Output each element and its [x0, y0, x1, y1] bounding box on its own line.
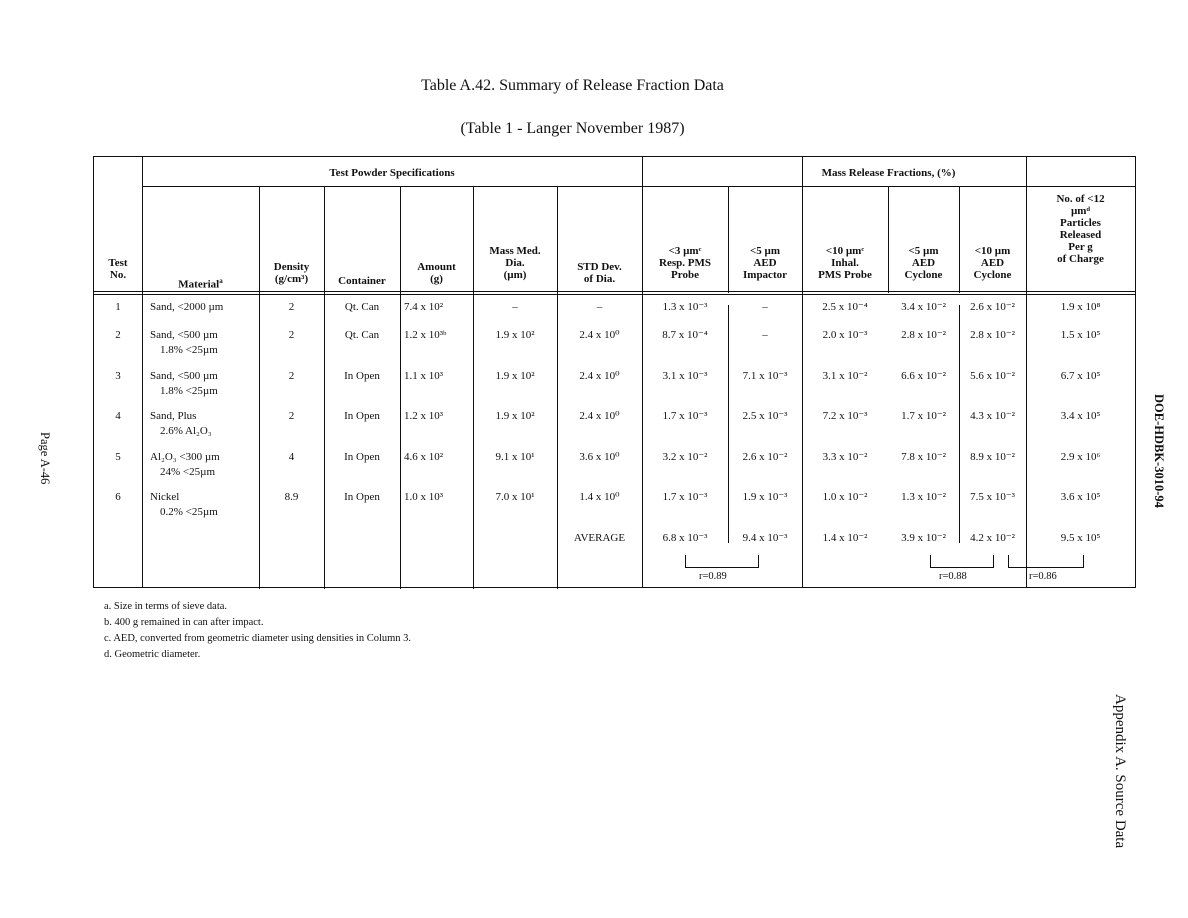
cell-no: 4	[115, 410, 121, 422]
average-imp5: 9.4 x 10⁻³	[742, 532, 788, 544]
footnotes	[104, 599, 411, 663]
cell-part: 2.9 x 10⁶	[1060, 451, 1101, 463]
cell-std: 3.6 x 10⁰	[579, 451, 620, 463]
cell-amt: 1.2 x 10³ᵇ	[404, 329, 447, 341]
cell-dens: 8.9	[284, 491, 299, 503]
cell-dens: 4	[288, 451, 295, 463]
cell-mat2: 2.6% Al₂O₃	[160, 425, 212, 437]
cell-imp5: –	[762, 329, 768, 341]
header-container: Container	[338, 275, 386, 287]
cell-cyc10: 2.8 x 10⁻²	[970, 329, 1015, 341]
correlation-bracket	[685, 555, 759, 568]
cell-mat2: 24% <25µm	[160, 466, 216, 478]
header-aed-5um-impactor: <5 µm AED Impactor	[743, 245, 787, 281]
footnote: a. Size in terms of sieve data.	[104, 601, 228, 612]
cell-part: 1.9 x 10⁸	[1060, 301, 1101, 313]
table-title: Table A.42. Summary of Release Fraction Data	[421, 77, 724, 94]
cell-mmd: 1.9 x 10²	[495, 329, 535, 341]
cell-mmd: –	[512, 301, 518, 313]
cell-mat: Sand, <500 µm	[150, 329, 218, 341]
cell-pms3: 3.1 x 10⁻³	[662, 370, 708, 382]
cell-std: –	[596, 301, 603, 313]
average-particles: 9.5 x 10⁵	[1060, 532, 1101, 544]
cell-pms3: 1.7 x 10⁻³	[662, 491, 708, 503]
cell-cyc5: 3.4 x 10⁻²	[901, 301, 946, 313]
cell-cyc5: 2.8 x 10⁻²	[901, 329, 946, 341]
cell-imp5: 7.1 x 10⁻³	[742, 370, 788, 382]
cell-pms3: 1.7 x 10⁻³	[662, 410, 708, 422]
col-divider	[400, 187, 401, 589]
cell-mat2: 0.2% <25µm	[160, 506, 218, 518]
cell-amt: 1.0 x 10³	[404, 491, 444, 503]
cell-no: 1	[115, 301, 121, 313]
cell-cont: In Open	[344, 451, 380, 463]
cell-amt: 1.1 x 10³	[404, 370, 444, 382]
cell-part: 3.4 x 10⁵	[1060, 410, 1101, 422]
cell-mmd: 1.9 x 10²	[495, 410, 535, 422]
average-label: AVERAGE	[573, 532, 626, 544]
cell-dens: 2	[288, 301, 295, 313]
cell-pms10: 3.3 x 10⁻²	[822, 451, 868, 463]
cell-mat2: 1.8% <25µm	[160, 344, 218, 356]
data-table	[93, 156, 1136, 588]
cell-pms10: 2.0 x 10⁻³	[822, 329, 868, 341]
cell-mat: Sand, <500 µm	[150, 370, 218, 382]
cell-cyc5: 7.8 x 10⁻²	[901, 451, 946, 463]
header-material: Material$^a$	[178, 277, 223, 291]
header-mass-med-dia: Mass Med. Dia. (µm)	[489, 245, 541, 281]
col-divider	[324, 187, 325, 589]
row-divider	[142, 186, 1135, 187]
cell-mmd: 7.0 x 10¹	[495, 491, 535, 503]
header-amount: Amount (g)	[417, 261, 456, 285]
document-id: DOE-HDBK-3010-94	[1152, 394, 1166, 508]
cell-dens: 2	[288, 329, 295, 341]
cell-mat: Al₂O₃ <300 µm	[150, 451, 220, 463]
cell-no: 6	[115, 491, 121, 503]
cell-std: 1.4 x 10⁰	[579, 491, 620, 503]
cell-pms3: 3.2 x 10⁻²	[662, 451, 708, 463]
header-pms-3um: <3 µmᶜ Resp. PMS Probe	[659, 245, 711, 281]
cell-cont: Qt. Can	[344, 301, 380, 313]
cell-cyc5: 1.3 x 10⁻²	[901, 491, 946, 503]
cell-part: 3.6 x 10⁵	[1060, 491, 1101, 503]
cell-pms10: 7.2 x 10⁻³	[822, 410, 868, 422]
footnote: b. 400 g remained in can after impact.	[104, 617, 264, 628]
header-pms-10um: <10 µmᶜ Inhal. PMS Probe	[818, 245, 872, 281]
cell-mat: Sand, Plus	[150, 410, 197, 422]
header-particles-released: No. of <12 µmᵈ Particles Released Per g of Charge	[1056, 193, 1105, 265]
header-aed-10um-cyclone: <10 µm AED Cyclone	[973, 245, 1012, 281]
cell-cyc10: 8.9 x 10⁻²	[970, 451, 1015, 463]
cell-cont: In Open	[344, 370, 380, 382]
table-subtitle: (Table 1 - Langer November 1987)	[460, 120, 685, 137]
cell-pms10: 3.1 x 10⁻²	[822, 370, 868, 382]
cell-pms3: 1.3 x 10⁻³	[662, 301, 708, 313]
average-cyc5: 3.9 x 10⁻²	[901, 532, 946, 544]
cell-cyc10: 4.3 x 10⁻²	[970, 410, 1015, 422]
cell-amt: 1.2 x 10³	[404, 410, 444, 422]
average-pms10: 1.4 x 10⁻²	[822, 532, 868, 544]
cell-part: 6.7 x 10⁵	[1060, 370, 1101, 382]
cell-mat2: 1.8% <25µm	[160, 385, 218, 397]
group-header-release: Mass Release Fractions, (%)	[821, 167, 956, 179]
header-std-dev: STD Dev. of Dia.	[577, 261, 622, 285]
appendix-label: Appendix A. Source Data	[1112, 694, 1128, 849]
cell-imp5: 1.9 x 10⁻³	[742, 491, 788, 503]
cell-no: 5	[115, 451, 121, 463]
cell-dens: 2	[288, 370, 295, 382]
cell-cyc10: 2.6 x 10⁻²	[970, 301, 1015, 313]
col-divider	[142, 157, 143, 587]
row-divider	[94, 294, 1135, 295]
cell-pms3: 8.7 x 10⁻⁴	[662, 329, 708, 341]
group-header-powder: Test Powder Specifications	[329, 167, 455, 179]
cell-amt: 4.6 x 10²	[404, 451, 444, 463]
col-divider	[557, 187, 558, 589]
cell-no: 3	[115, 370, 121, 382]
header-aed-5um-cyclone: <5 µm AED Cyclone	[904, 245, 943, 281]
correlation-bracket	[930, 555, 994, 568]
correlation-label-b: r=0.88	[939, 571, 967, 582]
cell-imp5: 2.6 x 10⁻²	[742, 451, 788, 463]
cell-imp5: –	[762, 301, 768, 313]
cell-std: 2.4 x 10⁰	[579, 370, 620, 382]
cell-pms10: 1.0 x 10⁻²	[822, 491, 868, 503]
cell-std: 2.4 x 10⁰	[579, 410, 620, 422]
row-divider	[94, 291, 1135, 292]
cell-mat: Sand, <2000 µm	[150, 301, 224, 313]
cell-part: 1.5 x 10⁵	[1060, 329, 1101, 341]
col-divider	[259, 187, 260, 589]
cell-cyc10: 5.6 x 10⁻²	[970, 370, 1015, 382]
cell-std: 2.4 x 10⁰	[579, 329, 620, 341]
cell-mmd: 9.1 x 10¹	[495, 451, 535, 463]
header-test-no: Test No.	[108, 257, 128, 281]
cell-cyc10: 7.5 x 10⁻³	[970, 491, 1015, 503]
cell-dens: 2	[288, 410, 295, 422]
cell-no: 2	[115, 329, 121, 341]
cell-mat: Nickel	[150, 491, 180, 503]
average-cyc10: 4.2 x 10⁻²	[970, 532, 1015, 544]
correlation-bracket	[1008, 555, 1084, 568]
cell-imp5: 2.5 x 10⁻³	[742, 410, 788, 422]
cell-amt: 7.4 x 10²	[404, 301, 444, 313]
cell-mmd: 1.9 x 10²	[495, 370, 535, 382]
average-pms3: 6.8 x 10⁻³	[662, 532, 708, 544]
cell-pms10: 2.5 x 10⁻⁴	[822, 301, 868, 313]
cell-cont: In Open	[344, 491, 380, 503]
cell-cyc5: 6.6 x 10⁻²	[901, 370, 946, 382]
correlation-label-a: r=0.89	[699, 571, 727, 582]
correlation-label-c: r=0.86	[1029, 571, 1057, 582]
cell-cyc5: 1.7 x 10⁻²	[901, 410, 946, 422]
footnote: c. AED, converted from geometric diameter using densities in Column 3.	[104, 633, 412, 644]
cell-cont: Qt. Can	[344, 329, 380, 341]
header-density: Density (g/cm³)	[273, 261, 310, 285]
page-label: Page A-46	[38, 432, 52, 485]
cell-cont: In Open	[344, 410, 380, 422]
footnote: d. Geometric diameter.	[104, 649, 201, 660]
